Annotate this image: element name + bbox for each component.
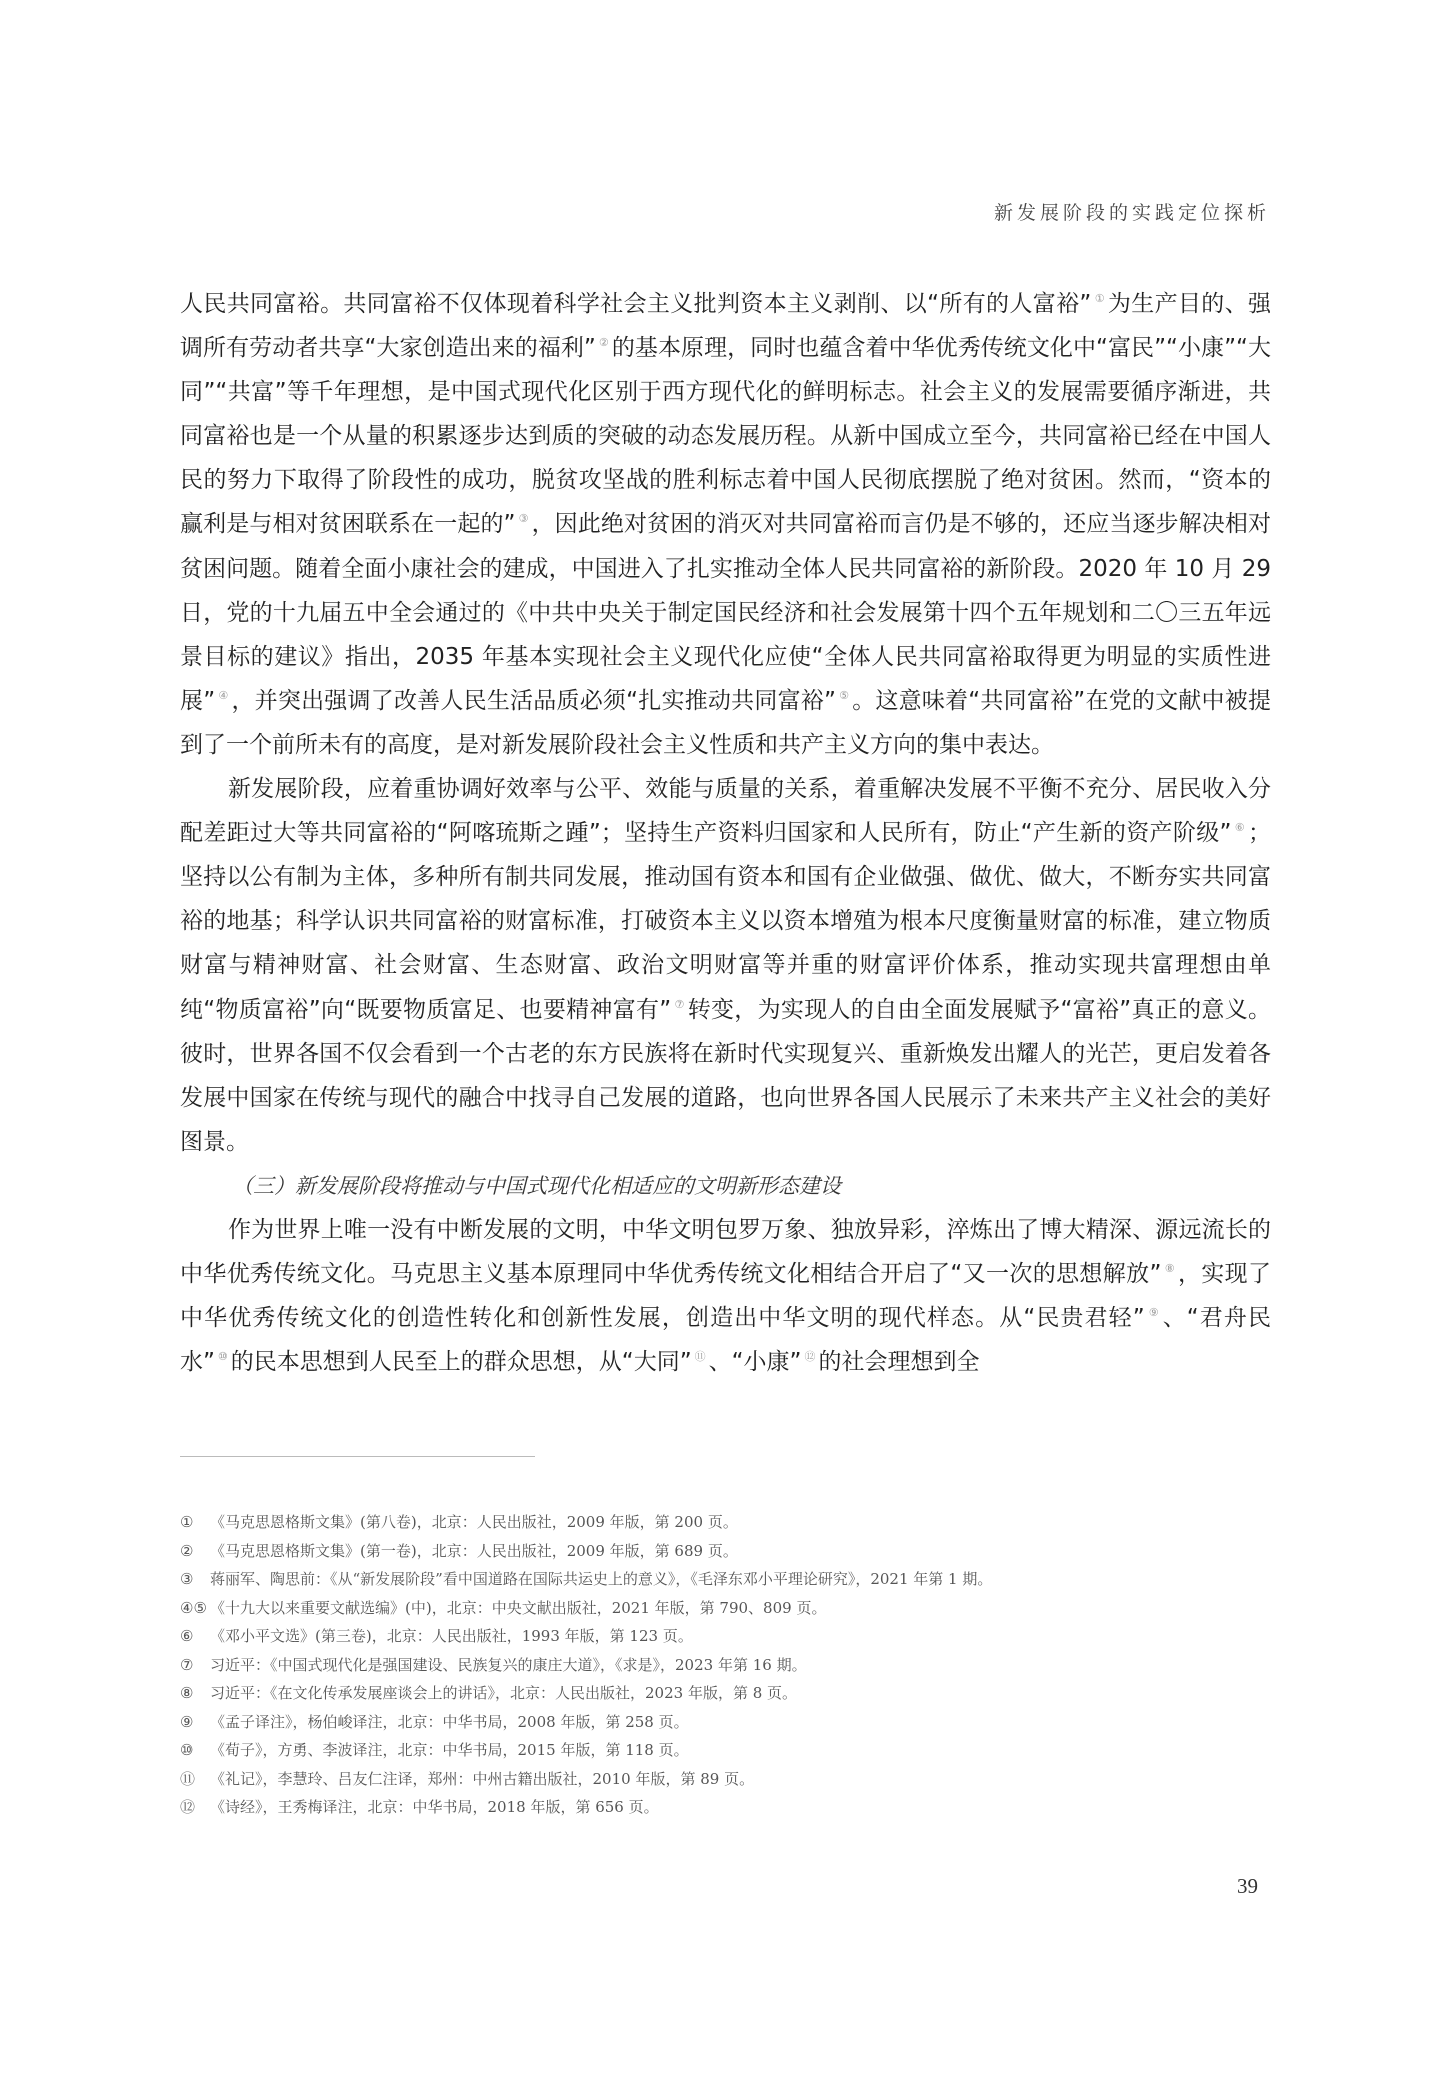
footnote-text: 习近平：《中国式现代化是强国建设、民族复兴的康庄大道》，《求是》，2023 年第 16 期。	[210, 1655, 807, 1674]
text-segment: 。这意味着“共同富裕”在党的文献中被提到了一个前所未有的高度，是对新发展阶段社会主义性质和共产主义方向的集中表达。	[180, 687, 1271, 758]
text-segment: 转变，为实现人的自由全面发展赋予“富裕”真正的意义。彼时，世界各国不仅会看到一个古老的东方民族将在新时代实现复兴、重新焕发出耀人的光芒，更启发着各发展中国家在传统与现代的融合中找寻自己发展的道路，也向世界各国人民展示了未来共产主义社会的美好图景。	[180, 996, 1271, 1155]
paragraph-1	[180, 282, 1271, 767]
footnote-item	[180, 1508, 1271, 1537]
text-segment: 、“君舟民水”	[180, 1305, 1271, 1376]
footnote-text: 《孟子译注》，杨伯峻译注，北京：中华书局，2008 年版，第 258 页。	[210, 1712, 689, 1731]
body-text	[180, 282, 1271, 1384]
footnote-item	[180, 1679, 1271, 1708]
paragraph-3	[180, 1208, 1271, 1384]
text-segment: 为生产目的、强调所有劳动者共享“大家创造出来的福利”	[180, 291, 1271, 362]
footnote-item	[180, 1793, 1271, 1822]
text-segment: ，并突出强调了改善人民生活品质必须“扎实推动共同富裕”	[231, 687, 836, 714]
footnotes	[180, 1508, 1271, 1850]
footnote-item	[180, 1651, 1271, 1680]
footnote-ref: ②	[598, 336, 609, 350]
footnote-mark: ③	[180, 1570, 194, 1588]
footnote-item	[180, 1537, 1271, 1566]
text-segment: ，实现了中华优秀传统文化的创造性转化和创新性发展，创造出中华文明的现代样态。从“民贵君轻”	[180, 1261, 1271, 1332]
footnote-text: 《马克思恩格斯文集》(第一卷)，北京：人民出版社，2009 年版，第 689 页。	[210, 1541, 738, 1560]
footnote-text: 《礼记》，李慧玲、吕友仁注译，郑州：中州古籍出版社，2010 年版，第 89 页。	[210, 1769, 755, 1788]
page-number: 39	[1237, 1874, 1258, 1898]
text-segment: 作为世界上唯一没有中断发展的文明，中华文明包罗万象、独放异彩，淬炼出了博大精深、源远流长的中华优秀传统文化。马克思主义基本原理同中华优秀传统文化相结合开启了“又一次的思想解放”	[180, 1216, 1271, 1288]
footnote-item	[180, 1565, 1271, 1594]
footnote-item	[180, 1594, 1271, 1623]
text-segment: ；坚持以公有制为主体，多种所有制共同发展，推动国有资本和国有企业做强、做优、做大，不断夯实共同富裕的地基；科学认识共同富裕的财富标准，打破资本主义以资本增殖为根本尺度衡量财富的标准，建立物质财富与精神财富、社会财富、生态财富、政治文明财富等并重的财富评价体系，推动实现共富理想由单纯“物质富裕”向“既要物质富足、也要精神富有”	[180, 820, 1271, 1023]
paragraph-2	[180, 767, 1271, 1164]
footnote-item	[180, 1765, 1271, 1794]
text-segment: 的民本思想到人民至上的群众思想，从“大同”	[230, 1349, 692, 1376]
text-segment: 的基本原理，同时也蕴含着中华优秀传统文化中“富民”“小康”“大同”“共富”等千年理想，是中国式现代化区别于西方现代化的鲜明标志。社会主义的发展需要循序渐进，共同富裕也是一个从量的积累逐步达到质的突破的动态发展历程。从新中国成立至今，共同富裕已经在中国人民的努力下取得了阶段性的成功，脱贫攻坚战的胜利标志着中国人民彻底摆脱了绝对贫困。然而，“资本的赢利是与相对贫困联系在一起的”	[180, 335, 1271, 538]
footnote-ref: ⑤	[838, 688, 850, 702]
footnote-mark: ⑨	[180, 1712, 194, 1731]
footnote-ref: ⑫	[804, 1350, 816, 1364]
footnote-ref: ⑨	[1147, 1306, 1160, 1320]
footnote-mark: ⑩	[180, 1741, 194, 1759]
footnote-item	[180, 1736, 1271, 1765]
footnote-mark: ④⑤	[180, 1598, 207, 1617]
footnote-text: 《邓小平文选》(第三卷)，北京：人民出版社，1993 年版，第 123 页。	[210, 1627, 693, 1645]
footnote-mark: ⑦	[180, 1655, 194, 1674]
text-segment: 人民共同富裕。共同富裕不仅体现着科学社会主义批判资本主义剥削、以“所有的人富裕”	[180, 291, 1092, 317]
text-segment: 、“小康”	[708, 1349, 802, 1376]
footnote-item	[180, 1708, 1271, 1737]
footnote-mark: ①	[180, 1513, 194, 1531]
footnote-ref: ⑦	[674, 997, 685, 1011]
footnote-ref: ③	[518, 512, 529, 526]
footnote-mark: ⑧	[180, 1684, 194, 1702]
footnote-mark: ⑥	[180, 1627, 194, 1645]
footnote-ref: ⑪	[694, 1350, 706, 1364]
section-subheading: （三）新发展阶段将推动与中国式现代化相适应的文明新形态建设	[232, 1173, 841, 1198]
footnote-mark: ⑫	[180, 1798, 196, 1816]
footnote-mark: ⑪	[180, 1769, 196, 1788]
footnote-text: 《诗经》，王秀梅译注，北京：中华书局，2018 年版，第 656 页。	[210, 1798, 659, 1816]
footnote-ref: ⑩	[217, 1350, 228, 1364]
footnote-text: 《十九大以来重要文献选编》(中)，北京：中央文献出版社，2021 年版，第 790、809 页。	[210, 1598, 827, 1617]
footnote-text: 蒋丽军、陶思前：《从“新发展阶段”看中国道路在国际共运史上的意义》，《毛泽东邓小平理论研究》，2021 年第 1 期。	[210, 1570, 993, 1588]
footnote-ref: ①	[1094, 292, 1105, 305]
text-segment: ，因此绝对贫困的消灭对共同富裕而言仍是不够的，还应当逐步解决相对贫困问题。随着全面小康社会的建成，中国进入了扎实推动全体人民共同富裕的新阶段。2020 年 10 月 29 日，党的十九届五中全会通过的《中共中央关于制定国民经济和社会发展第十四个五年规划和二〇三五年远景目标的建议》指出，2035 年基本实现社会主义现代化应使“全体人民共同富裕取得更为明显的实质性进展”	[180, 511, 1271, 714]
footnote-text: 《荀子》，方勇、李波译注，北京：中华书局，2015 年版，第 118 页。	[210, 1741, 689, 1759]
footnote-ref: ⑥	[1234, 821, 1245, 835]
footnote-ref: ⑧	[1164, 1262, 1175, 1276]
text-segment: 新发展阶段，应着重协调好效率与公平、效能与质量的关系，着重解决发展不平衡不充分、居民收入分配差距过大等共同富裕的“阿喀琉斯之踵”；坚持生产资料归国家和人民所有，防止“产生新的资产阶级”	[180, 776, 1271, 847]
footnote-text: 《马克思恩格斯文集》(第八卷)，北京：人民出版社，2009 年版，第 200 页。	[210, 1513, 738, 1531]
footnote-item	[180, 1822, 1271, 1851]
footnote-mark: ②	[180, 1541, 194, 1560]
footnote-ref: ④	[218, 688, 229, 702]
footnote-text: 习近平：《在文化传承发展座谈会上的讲话》，北京：人民出版社，2023 年版，第 8 页。	[210, 1684, 798, 1702]
footnote-item	[180, 1622, 1271, 1651]
running-header: 新发展阶段的实践定位探析	[993, 202, 1270, 224]
footnote-divider	[180, 1456, 535, 1457]
text-segment: 的社会理想到全	[818, 1349, 980, 1376]
